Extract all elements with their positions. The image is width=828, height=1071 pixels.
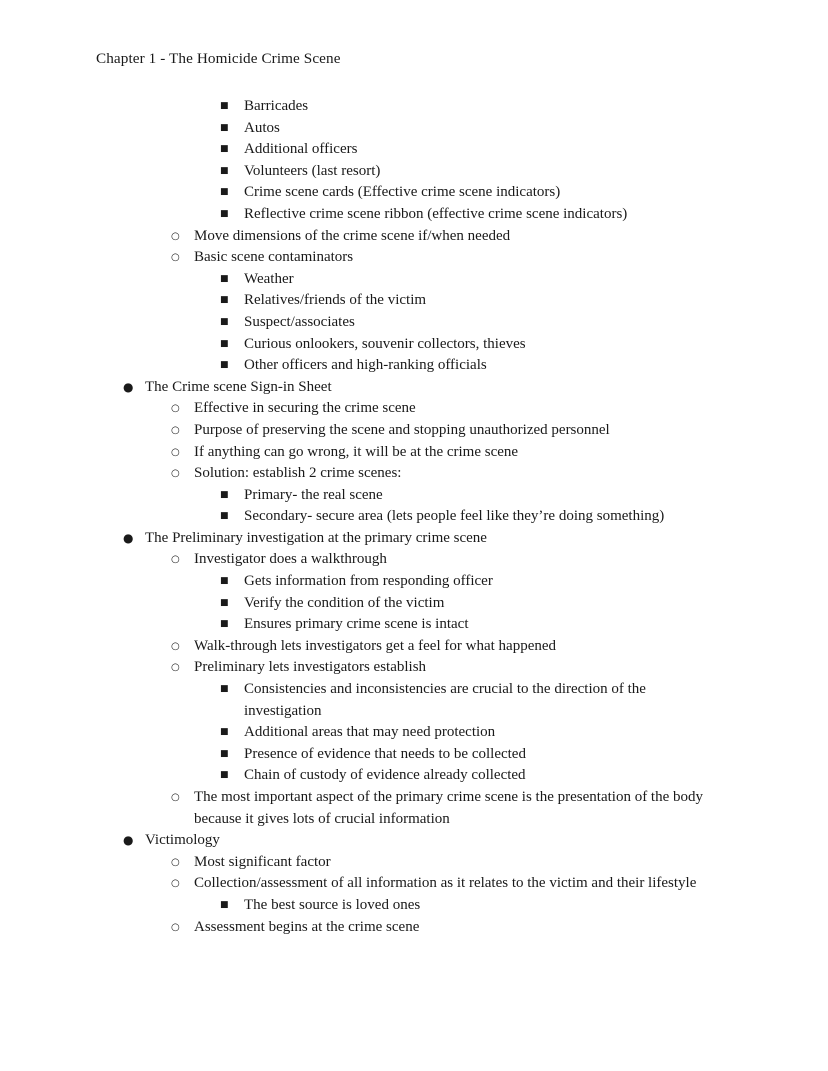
outline-item-label: Investigator does a walkthrough <box>194 551 387 568</box>
outline-item-label: Reflective crime scene ribbon (effective crime scene indicators) <box>244 205 628 222</box>
outline-item-level2 <box>0 549 828 571</box>
outline-item-label: Walk-through lets investigators get a feel for what happened <box>194 637 557 654</box>
outline-item-level2 <box>0 787 828 830</box>
outline-item-label: Relatives/friends of the victim <box>244 292 427 309</box>
outline-item-level3 <box>0 485 828 507</box>
outline-item-level3 <box>0 118 828 140</box>
outline-item-label: Solution: establish 2 crime scenes: <box>194 465 402 482</box>
outline-item-label: Consistencies and inconsistencies are crucial to the direction of the investigation <box>244 681 646 719</box>
filled-square-bullet-icon: ■ <box>220 338 229 349</box>
outline-item-level3 <box>0 204 828 226</box>
filled-circle-bullet-icon: ● <box>123 833 134 848</box>
outline-item-level3 <box>0 765 828 787</box>
filled-square-bullet-icon: ■ <box>220 144 229 155</box>
outline-item-level2 <box>0 442 828 464</box>
outline-item-label: Volunteers (last resort) <box>244 162 381 179</box>
outline-item-label: Additional areas that may need protection <box>244 724 496 741</box>
outline-item-label: Most significant factor <box>194 853 331 870</box>
outline-item-level1 <box>0 830 828 852</box>
outline-item-level1 <box>0 377 828 399</box>
hollow-circle-bullet-icon: ○ <box>171 662 180 674</box>
filled-square-bullet-icon: ■ <box>220 597 229 608</box>
outline-item-level2 <box>0 852 828 874</box>
outline-item-level2 <box>0 398 828 420</box>
outline-item-label: Verify the condition of the victim <box>244 594 445 611</box>
outline-item-label: Curious onlookers, souvenir collectors, thieves <box>244 335 526 352</box>
outline-item-level2 <box>0 917 828 939</box>
outline-item-label: Weather <box>244 270 294 287</box>
outline-item-label: Victimology <box>145 832 220 849</box>
outline-item-level3 <box>0 182 828 204</box>
outline-item-level3 <box>0 571 828 593</box>
outline-item-level2 <box>0 873 828 895</box>
outline-item-level3 <box>0 161 828 183</box>
filled-square-bullet-icon: ■ <box>220 122 229 133</box>
hollow-circle-bullet-icon: ○ <box>171 403 180 415</box>
hollow-circle-bullet-icon: ○ <box>171 252 180 264</box>
outline-item-level3 <box>0 506 828 528</box>
outline-item-label: Collection/assessment of all information as it relates to the victim and their lifestyle <box>194 875 697 892</box>
hollow-circle-bullet-icon: ○ <box>171 792 180 803</box>
outline-item-label: Other officers and high-ranking officials <box>244 357 487 374</box>
outline-item-label: Barricades <box>244 98 309 114</box>
outline-item-level3 <box>0 593 828 615</box>
outline-item-level2 <box>0 463 828 485</box>
outline-item-level3 <box>0 312 828 334</box>
outline-item-level3 <box>0 139 828 161</box>
outline-item-label: Gets information from responding officer <box>244 573 493 590</box>
filled-square-bullet-icon: ■ <box>220 684 229 695</box>
hollow-circle-bullet-icon: ○ <box>171 424 180 436</box>
outline-item-label: If anything can go wrong, it will be at the crime scene <box>194 443 519 460</box>
outline-item-level3 <box>0 895 828 917</box>
hollow-circle-bullet-icon: ○ <box>171 468 180 480</box>
hollow-circle-bullet-icon: ○ <box>171 921 180 933</box>
outline-item-label: Autos <box>244 119 280 136</box>
filled-square-bullet-icon: ■ <box>220 770 229 781</box>
outline-item-label: Purpose of preserving the scene and stopping unauthorized personnel <box>194 421 610 438</box>
outline-item-level2 <box>0 420 828 442</box>
outline-item-label: Additional officers <box>244 141 358 158</box>
filled-square-bullet-icon: ■ <box>220 295 229 306</box>
page-title: Chapter 1 - The Homicide Crime Scene <box>96 50 341 67</box>
outline-item-level2 <box>0 636 828 658</box>
outline-item-level3 <box>0 722 828 744</box>
filled-square-bullet-icon: ■ <box>220 727 229 738</box>
outline-item-level3 <box>0 679 828 722</box>
outline-item-level3 <box>0 334 828 356</box>
filled-square-bullet-icon: ■ <box>220 748 229 759</box>
outline-item-level3 <box>0 269 828 291</box>
filled-square-bullet-icon: ■ <box>220 619 229 630</box>
outline-item-level3 <box>0 744 828 766</box>
outline-item-label: Preliminary lets investigators establish <box>194 659 427 676</box>
outline-item-label: Basic scene contaminators <box>194 249 354 266</box>
outline-item-label: Assessment begins at the crime scene <box>194 918 420 935</box>
hollow-circle-bullet-icon: ○ <box>171 640 180 652</box>
outline-item-label: The most important aspect of the primary crime scene is the presentation of the body because it gives lots of crucial information <box>194 789 704 827</box>
outline-item-label: Ensures primary crime scene is intact <box>244 616 469 633</box>
hollow-circle-bullet-icon: ○ <box>171 554 180 566</box>
outline-item-level1 <box>0 528 828 550</box>
filled-square-bullet-icon: ■ <box>220 165 229 176</box>
hollow-circle-bullet-icon: ○ <box>171 230 180 242</box>
outline-item-label: The Crime scene Sign-in Sheet <box>145 378 332 395</box>
outline-item-level3 <box>0 290 828 312</box>
outline-item-level2 <box>0 247 828 269</box>
filled-square-bullet-icon: ■ <box>220 360 229 371</box>
outline-item-label: Chain of custody of evidence already collected <box>244 767 526 784</box>
filled-square-bullet-icon: ■ <box>220 576 229 587</box>
hollow-circle-bullet-icon: ○ <box>171 856 180 868</box>
outline-item-label: Secondary- secure area (lets people feel like they’re doing something) <box>244 508 665 525</box>
filled-square-bullet-icon: ■ <box>220 316 229 327</box>
outline-item-level3 <box>0 96 828 118</box>
outline-item-label: Move dimensions of the crime scene if/when needed <box>194 227 511 244</box>
filled-square-bullet-icon: ■ <box>220 899 229 910</box>
outline-item-label: Crime scene cards (Effective crime scene indicators) <box>244 184 561 201</box>
outline-item-level2 <box>0 226 828 248</box>
hollow-circle-bullet-icon: ○ <box>171 878 180 890</box>
outline-item-label: The best source is loved ones <box>244 896 421 913</box>
filled-circle-bullet-icon: ● <box>123 530 134 545</box>
outline-item-level3 <box>0 614 828 636</box>
outline-list <box>0 96 828 938</box>
filled-square-bullet-icon: ■ <box>220 101 229 111</box>
outline-item-level2 <box>0 657 828 679</box>
outline-item-label: Effective in securing the crime scene <box>194 400 416 417</box>
outline-item-level3 <box>0 355 828 377</box>
filled-square-bullet-icon: ■ <box>220 511 229 522</box>
hollow-circle-bullet-icon: ○ <box>171 446 180 458</box>
filled-square-bullet-icon: ■ <box>220 489 229 500</box>
outline-item-label: Primary- the real scene <box>244 486 383 503</box>
filled-circle-bullet-icon: ● <box>123 379 134 394</box>
filled-square-bullet-icon: ■ <box>220 273 229 284</box>
filled-square-bullet-icon: ■ <box>220 208 229 219</box>
outline-item-label: Suspect/associates <box>244 313 355 330</box>
outline-item-label: The Preliminary investigation at the primary crime scene <box>145 529 487 546</box>
outline-item-label: Presence of evidence that needs to be collected <box>244 745 526 762</box>
filled-square-bullet-icon: ■ <box>220 187 229 198</box>
